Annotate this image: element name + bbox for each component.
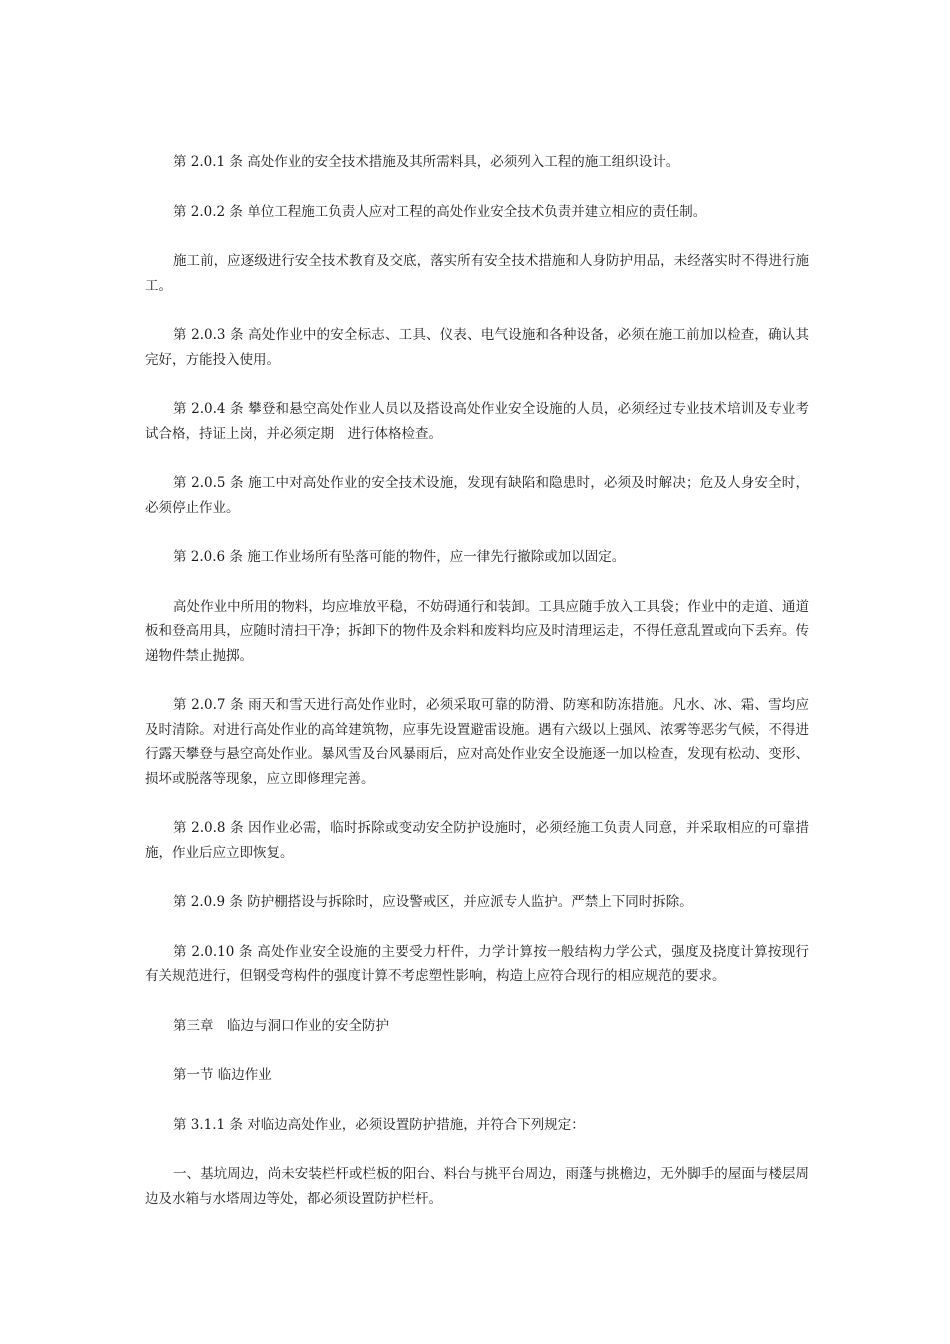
chapter-3-heading: 第三章 临边与洞口作业的安全防护	[173, 1017, 389, 1034]
paragraph-2-0-6: 第 2.0.6 条 施工作业场所有坠落可能的物件，应一律先行撤除或加以固定。	[173, 549, 626, 565]
paragraph-3-1-1: 第 3.1.1 条 对临边高处作业，必须设置防护措施，并符合下列规定：	[173, 1116, 585, 1133]
paragraph-2-0-3: 第 2.0.3 条 高处作业中的安全标志、工具、仪表、电气设施和各种设备，必须在施工前加以检查，确认其完好，方能投入使用。	[145, 327, 809, 368]
paragraph-2-0-2: 第 2.0.2 条 单位工程施工负责人应对工程的高处作业安全技术负责并建立相应的责任制。	[173, 203, 707, 220]
paragraph-pre-construction-training: 施工前，应逐级进行安全技术教育及交底，落实所有安全技术措施和人身防护用品，未经落实时不得进行施工。	[145, 253, 809, 294]
document-body	[145, 150, 809, 1236]
paragraph-2-0-5: 第 2.0.5 条 施工中对高处作业的安全技术设施，发现有缺陷和隐患时，必须及时解决；危及人身安全时，必须停止作业。	[145, 475, 809, 516]
paragraph-2-0-9: 第 2.0.9 条 防护棚搭设与拆除时，应设警戒区，并应派专人监护。严禁上下同时拆除。	[173, 894, 693, 910]
paragraph-2-0-8: 第 2.0.8 条 因作业必需，临时拆除或变动安全防护设施时，必须经施工负责人同意，并采取相应的可靠措施，作业后应立即恢复。	[145, 820, 809, 861]
paragraph-materials-handling: 高处作业中所用的物料，均应堆放平稳，不妨碍通行和装卸。工具应随手放入工具袋；作业中的走道、通道板和登高用具，应随时清扫干净；拆卸下的物件及余料和废料均应及时清理运走，不得任意乱置或向下丢弃。传递物件禁止抛掷。	[145, 598, 809, 664]
section-1-heading: 第一节 临边作业	[173, 1067, 272, 1083]
paragraph-3-1-1-item-1: 一、基坑周边，尚未安装栏杆或栏板的阳台、料台与挑平台周边，雨蓬与挑檐边，无外脚手的屋面与楼层周边及水箱与水塔周边等处，都必须设置防护栏杆。	[145, 1166, 809, 1207]
paragraph-2-0-7: 第 2.0.7 条 雨天和雪天进行高处作业时，必须采取可靠的防滑、防寒和防冻措施。凡水、冰、霜、雪均应及时清除。对进行高处作业的高耸建筑物，应事先设置避雷设施。遇有六级以上强风、浓雾等恶劣气候，不得进行露天攀登与悬空高处作业。暴风雪及台风暴雨后，应对高处作业安全设施逐一加以检查，发现有松动、变形、损坏或脱落等现象，应立即修理完善。	[145, 697, 809, 787]
paragraph-2-0-4: 第 2.0.4 条 攀登和悬空高处作业人员以及搭设高处作业安全设施的人员，必须经过专业技术培训及专业考试合格，持证上岗，并必须定期 进行体格检查。	[145, 401, 809, 442]
paragraph-2-0-10: 第 2.0.10 条 高处作业安全设施的主要受力杆件，力学计算按一般结构力学公式，强度及挠度计算按现行有关规范进行，但钢受弯构件的强度计算不考虑塑性影响，构造上应符合现行的相应规范的要求。	[145, 943, 809, 984]
paragraph-2-0-1: 第 2.0.1 条 高处作业的安全技术措施及其所需料具，必须列入工程的施工组织设计。	[173, 154, 680, 170]
